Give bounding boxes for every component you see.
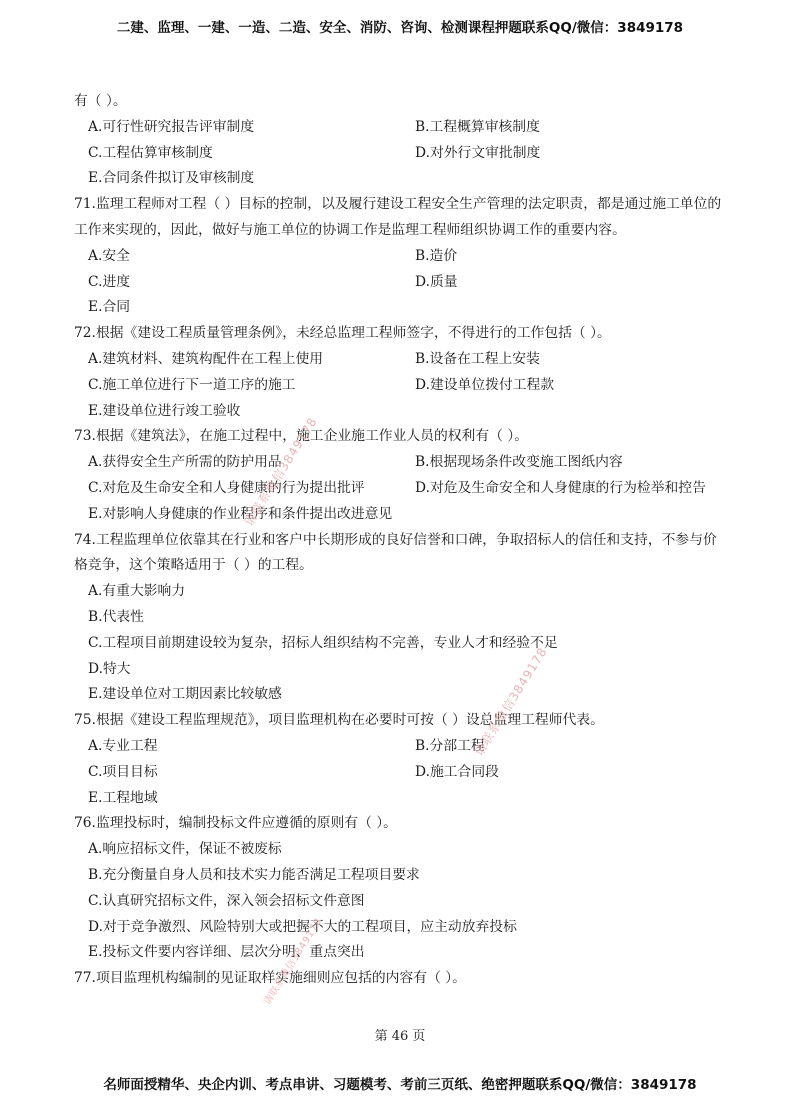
option-row — [74, 682, 734, 708]
option: D.对于竞争激烈、风险特别大或把握不大的工程项目，应主动放弃投标 — [88, 918, 517, 935]
option: D.特大 — [88, 660, 131, 677]
question-text: 72.根据《建设工程质量管理条例》，未经总监理工程师签字，不得进行的工作包括（ ）。 — [74, 325, 611, 342]
option-left: C.对危及生命安全和人身健康的行为提出批评 — [88, 479, 365, 496]
question-text: 73.根据《建筑法》，在施工过程中，施工企业施工作业人员的权利有（ ）。 — [74, 428, 529, 445]
question-line — [74, 321, 734, 347]
question-text: 77.项目监理机构编制的见证取样实施细则应包括的内容有（ ）。 — [74, 970, 466, 987]
question-text: 工作来实现的，因此，做好与施工单位的协调工作是监理工程师组织协调工作的重要内容。 — [74, 221, 626, 238]
option-row — [74, 476, 734, 502]
option: E.合同条件拟订及审核制度 — [88, 170, 255, 187]
watermark: 请联系微信3849178 — [261, 915, 325, 1007]
question-line — [74, 218, 734, 244]
option-left: C.进度 — [88, 273, 131, 290]
question-text: 格竞争，这个策略适用于（ ）的工程。 — [74, 557, 313, 574]
option-row — [74, 141, 734, 167]
option-row — [74, 940, 734, 966]
option-right: B.设备在工程上安装 — [415, 350, 540, 367]
page-footer-banner: 名师面授精华、央企内训、考点串讲、习题模考、考前三页纸、绝密押题联系QQ/微信：3849178 — [103, 1077, 697, 1093]
option-row — [74, 450, 734, 476]
question-text: 75.根据《建设工程监理规范》，项目监理机构在必要时可按（ ）设总监理工程师代表。 — [74, 712, 604, 729]
option-row — [74, 889, 734, 915]
option-row — [74, 270, 734, 296]
question-line — [74, 708, 734, 734]
page-number: 第 46 页 — [374, 1029, 426, 1044]
option-row — [74, 244, 734, 270]
option-row — [74, 863, 734, 889]
option-row — [74, 166, 734, 192]
question-text: 71.监理工程师对工程（ ）目标的控制，以及履行建设工程安全生产管理的法定职责，都是通过施工单位的 — [74, 196, 722, 213]
question-line — [74, 811, 734, 837]
option: A.有重大影响力 — [88, 583, 186, 600]
question-line — [74, 89, 734, 115]
option-right: B.分部工程 — [415, 737, 485, 754]
question-line — [74, 553, 734, 579]
option-row — [74, 373, 734, 399]
option: C.工程项目前期建设较为复杂，招标人组织结构不完善，专业人才和经验不足 — [88, 634, 558, 651]
option-right: B.工程概算审核制度 — [415, 118, 540, 135]
question-content — [74, 89, 734, 992]
option-left: A.安全 — [88, 247, 130, 264]
option-row — [74, 734, 734, 760]
option-row — [74, 347, 734, 373]
option-left: C.施工单位进行下一道工序的施工 — [88, 376, 296, 393]
option: A.响应招标文件，保证不被废标 — [88, 841, 282, 858]
option: E.对影响人身健康的作业程序和条件提出改进意见 — [88, 505, 393, 522]
option-row — [74, 605, 734, 631]
option-right: B.造价 — [415, 247, 458, 264]
option-row — [74, 915, 734, 941]
question-text: 76.监理投标时，编制投标文件应遵循的原则有（ ）。 — [74, 815, 397, 832]
option-row — [74, 657, 734, 683]
option-left: C.工程估算审核制度 — [88, 144, 213, 161]
option-right: D.质量 — [415, 273, 458, 290]
option-right: D.建设单位拨付工程款 — [415, 376, 555, 393]
question-text: 74.工程监理单位依靠其在行业和客户中长期形成的良好信誉和口碑，争取招标人的信任和支持，不参与价 — [74, 531, 717, 548]
option-row — [74, 295, 734, 321]
option-row — [74, 579, 734, 605]
option-row — [74, 115, 734, 141]
option-row — [74, 399, 734, 425]
watermark: 请联系微信3849178 — [471, 644, 551, 759]
option-row — [74, 837, 734, 863]
option-left: A.建筑材料、建筑构配件在工程上使用 — [88, 350, 324, 367]
option-row — [74, 786, 734, 812]
option: E.建设单位进行竣工验收 — [88, 402, 241, 419]
question-line — [74, 528, 734, 554]
option-row — [74, 631, 734, 657]
option: E.工程地域 — [88, 789, 158, 806]
option-right: B.根据现场条件改变施工图纸内容 — [415, 454, 623, 471]
option-right: D.施工合同段 — [415, 763, 499, 780]
option: C.认真研究招标文件，深入领会招标文件意图 — [88, 892, 365, 909]
option-left: A.可行性研究报告评审制度 — [88, 118, 255, 135]
option-right: D.对危及生命安全和人身健康的行为检举和控告 — [415, 479, 706, 496]
option-row — [74, 760, 734, 786]
option-left: C.项目目标 — [88, 763, 158, 780]
question-line — [74, 192, 734, 218]
option: E.建设单位对工期因素比较敏感 — [88, 686, 282, 703]
option-right: D.对外行文审批制度 — [415, 144, 541, 161]
option: B.代表性 — [88, 608, 144, 625]
question-line — [74, 966, 734, 992]
question-text: 有（ ）。 — [74, 93, 127, 109]
option: E.合同 — [88, 299, 131, 316]
page-header-banner: 二建、监理、一建、一造、二造、安全、消防、咨询、检测课程押题联系QQ/微信：3849178 — [116, 20, 684, 36]
question-line — [74, 424, 734, 450]
option: B.充分衡量自身人员和技术实力能否满足工程项目要求 — [88, 866, 420, 883]
option-left: A.专业工程 — [88, 737, 158, 754]
option-row — [74, 502, 734, 528]
watermark: 请联系微信3849178 — [241, 414, 321, 529]
option: E.投标文件要内容详细、层次分明、重点突出 — [88, 944, 365, 961]
option-left: A.获得安全生产所需的防护用品 — [88, 454, 282, 471]
